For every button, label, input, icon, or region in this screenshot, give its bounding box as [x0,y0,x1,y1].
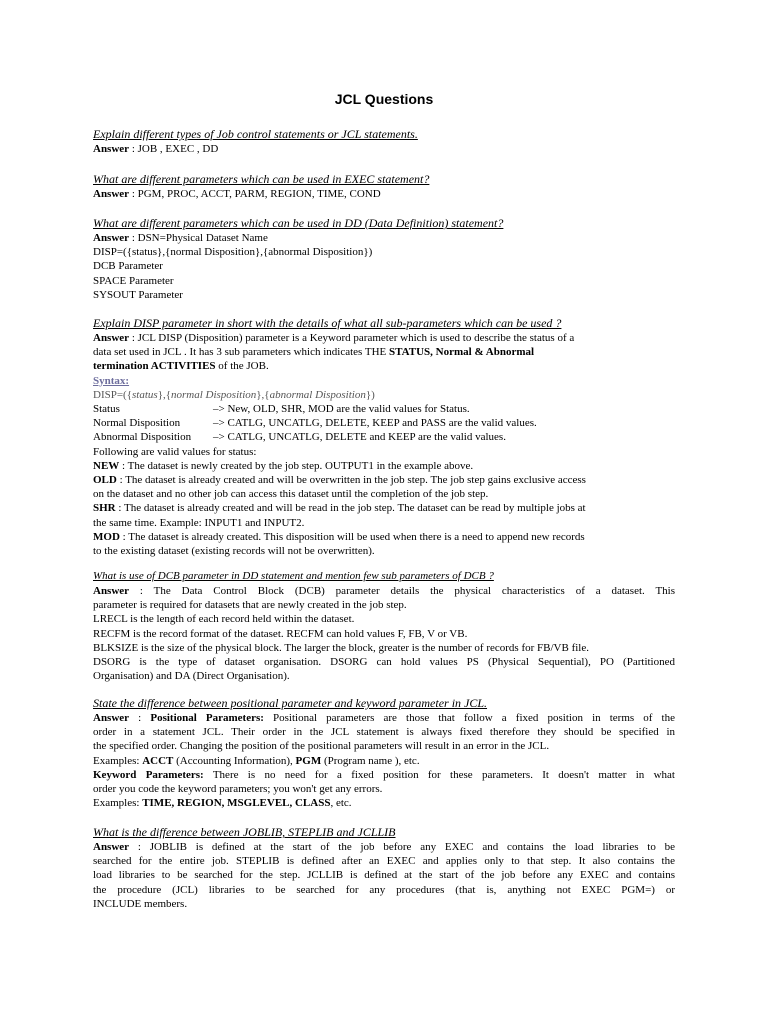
answer-line: INCLUDE members. [93,897,188,910]
question-block-2 [93,172,675,201]
question-text: What is use of DCB parameter in DD statement and mention few sub parameters of DCB ? [93,570,494,582]
answer-line: termination ACTIVITIES of the JOB. [93,360,269,373]
question-text: Explain different types of Job control statements or JCL statements. [93,127,418,141]
answer-line: DISP=({status},{normal Disposition},{abnormal Disposition}) [93,246,373,259]
question-block-6 [93,696,675,810]
answer-label: Answer [93,332,130,344]
disp-row: Normal Disposition –> CATLG, UNCATLG, DELETE, KEEP and PASS are the valid values. [93,417,537,430]
answer-line: LRECL is the length of each record held within the dataset. [93,613,355,626]
question-block-4 [93,316,675,558]
answer-text: Answer : PGM, PROC, ACCT, PARM, REGION, TIME, COND [93,188,381,200]
answer-line: RECFM is the record format of the dataset. RECFM can hold values F, FB, V or VB. [93,627,468,640]
page-title: JCL Questions [334,91,434,107]
status-new: NEW : The dataset is newly created by the job step. OUTPUT1 in the example above. [93,459,474,472]
status-mod: MOD : The dataset is already created. This disposition will be used when there is a need to append new records [93,530,585,543]
syntax-heading: Syntax: [93,374,130,387]
disp-row: Abnormal Disposition –> CATLG, UNCATLG, DELETE and KEEP are the valid values. [93,431,506,444]
answer-label: Answer [93,232,130,244]
answer-label: Answer [93,188,130,200]
answer-text: Answer : JCL DISP (Disposition) parameter is a Keyword parameter which is used to describe the status of a [93,332,575,344]
answer-line: SPACE Parameter [93,274,174,287]
question-text: What are different parameters which can be used in DD (Data Definition) statement? [93,216,504,230]
answer-line: searched for the entire job. STEPLIB is defined after an EXEC and applies only to that step. It also contains the [93,855,675,868]
answer-line: order in a statement JCL. Their order in the JCL statement is always fixed therefore they should be specified in [93,726,675,739]
answer-text: Answer : DSN=Physical Dataset Name [93,232,268,244]
answer-text: Answer : JOBLIB is defined at the start of the job before any EXEC and contains the load libraries to be [93,841,675,853]
answer-line: SYSOUT Parameter [93,288,183,301]
answer-line: parameter is required for datasets that are newly created in the job step. [93,599,407,612]
question-text: What are different parameters which can be used in EXEC statement? [93,172,430,186]
question-block-7 [93,825,675,911]
answer-line: DSORG is the type of dataset organisation. DSORG can hold values PS (Physical Sequential), PO (Partitioned [93,656,675,669]
answer-line: Keyword Parameters: There is no need for a fixed position for these parameters. It doesn't matter in what [93,768,675,781]
answer-line: data set used in JCL . It has 3 sub parameters which indicates THE STATUS, Normal & Abnormal [93,346,535,359]
answer-label: Answer [93,585,130,597]
question-text: Explain DISP parameter in short with the details of what all sub-parameters which can be used ? [93,316,562,330]
question-block-5 [93,569,675,683]
answer-line: the specified order. Changing the position of the positional parameters will result in an error in the JCL. [93,740,550,753]
answer-line: Organisation) and DA (Direct Organisation). [93,670,290,683]
answer-label: Answer [93,712,130,724]
answer-line: Examples: TIME, REGION, MSGLEVEL, CLASS, etc. [93,797,352,810]
answer-text: Answer : The Data Control Block (DCB) parameter details the physical characteristics of a dataset. This [93,585,675,597]
question-text: What is the difference between JOBLIB, STEPLIB and JCLLIB [93,825,396,839]
answer-line: Following are valid values for status: [93,445,257,458]
question-block-1 [93,127,675,156]
status-shr: SHR : The dataset is already created and will be read in the job step. The dataset can be read by multiple jobs at [93,502,586,515]
status-old: OLD : The dataset is already created and will be overwritten in the job step. The job step gains exclusive access [93,474,586,487]
answer-label: Answer [93,143,130,155]
answer-text: Answer : Positional Parameters: Positional parameters are those that follow a fixed position in terms of the [93,712,675,724]
answer-text: Answer : JOB , EXEC , DD [93,143,219,155]
answer-line: Examples: ACCT (Accounting Information), PGM (Program name ), etc. [93,754,420,767]
answer-line: BLKSIZE is the size of the physical block. The larger the block, greater is the number of records for FB/VB file. [93,641,589,654]
answer-line: to the existing dataset (existing records will not be overwritten). [93,545,375,558]
answer-label: Answer [93,841,130,853]
answer-line: order you code the keyword parameters; you won't get any errors. [93,783,383,796]
answer-line: DCB Parameter [93,260,163,273]
answer-line: the procedure (JCL) libraries to be searched for any procedures (that is, anything not EXEC PGM=) or [93,883,675,896]
answer-line: the same time. Example: INPUT1 and INPUT2. [93,516,305,529]
answer-line: load libraries to be searched for the step. JCLLIB is defined at the start of the job before any EXEC and contains [93,869,675,882]
syntax-line: DISP=({status},{normal Disposition},{abnormal Disposition}) [93,388,375,401]
question-block-3 [93,216,675,302]
answer-line: on the dataset and no other job can access this dataset until the completion of the job step. [93,488,489,501]
question-text: State the difference between positional parameter and keyword parameter in JCL. [93,696,488,710]
disp-row: Status –> New, OLD, SHR, MOD are the valid values for Status. [93,403,470,416]
